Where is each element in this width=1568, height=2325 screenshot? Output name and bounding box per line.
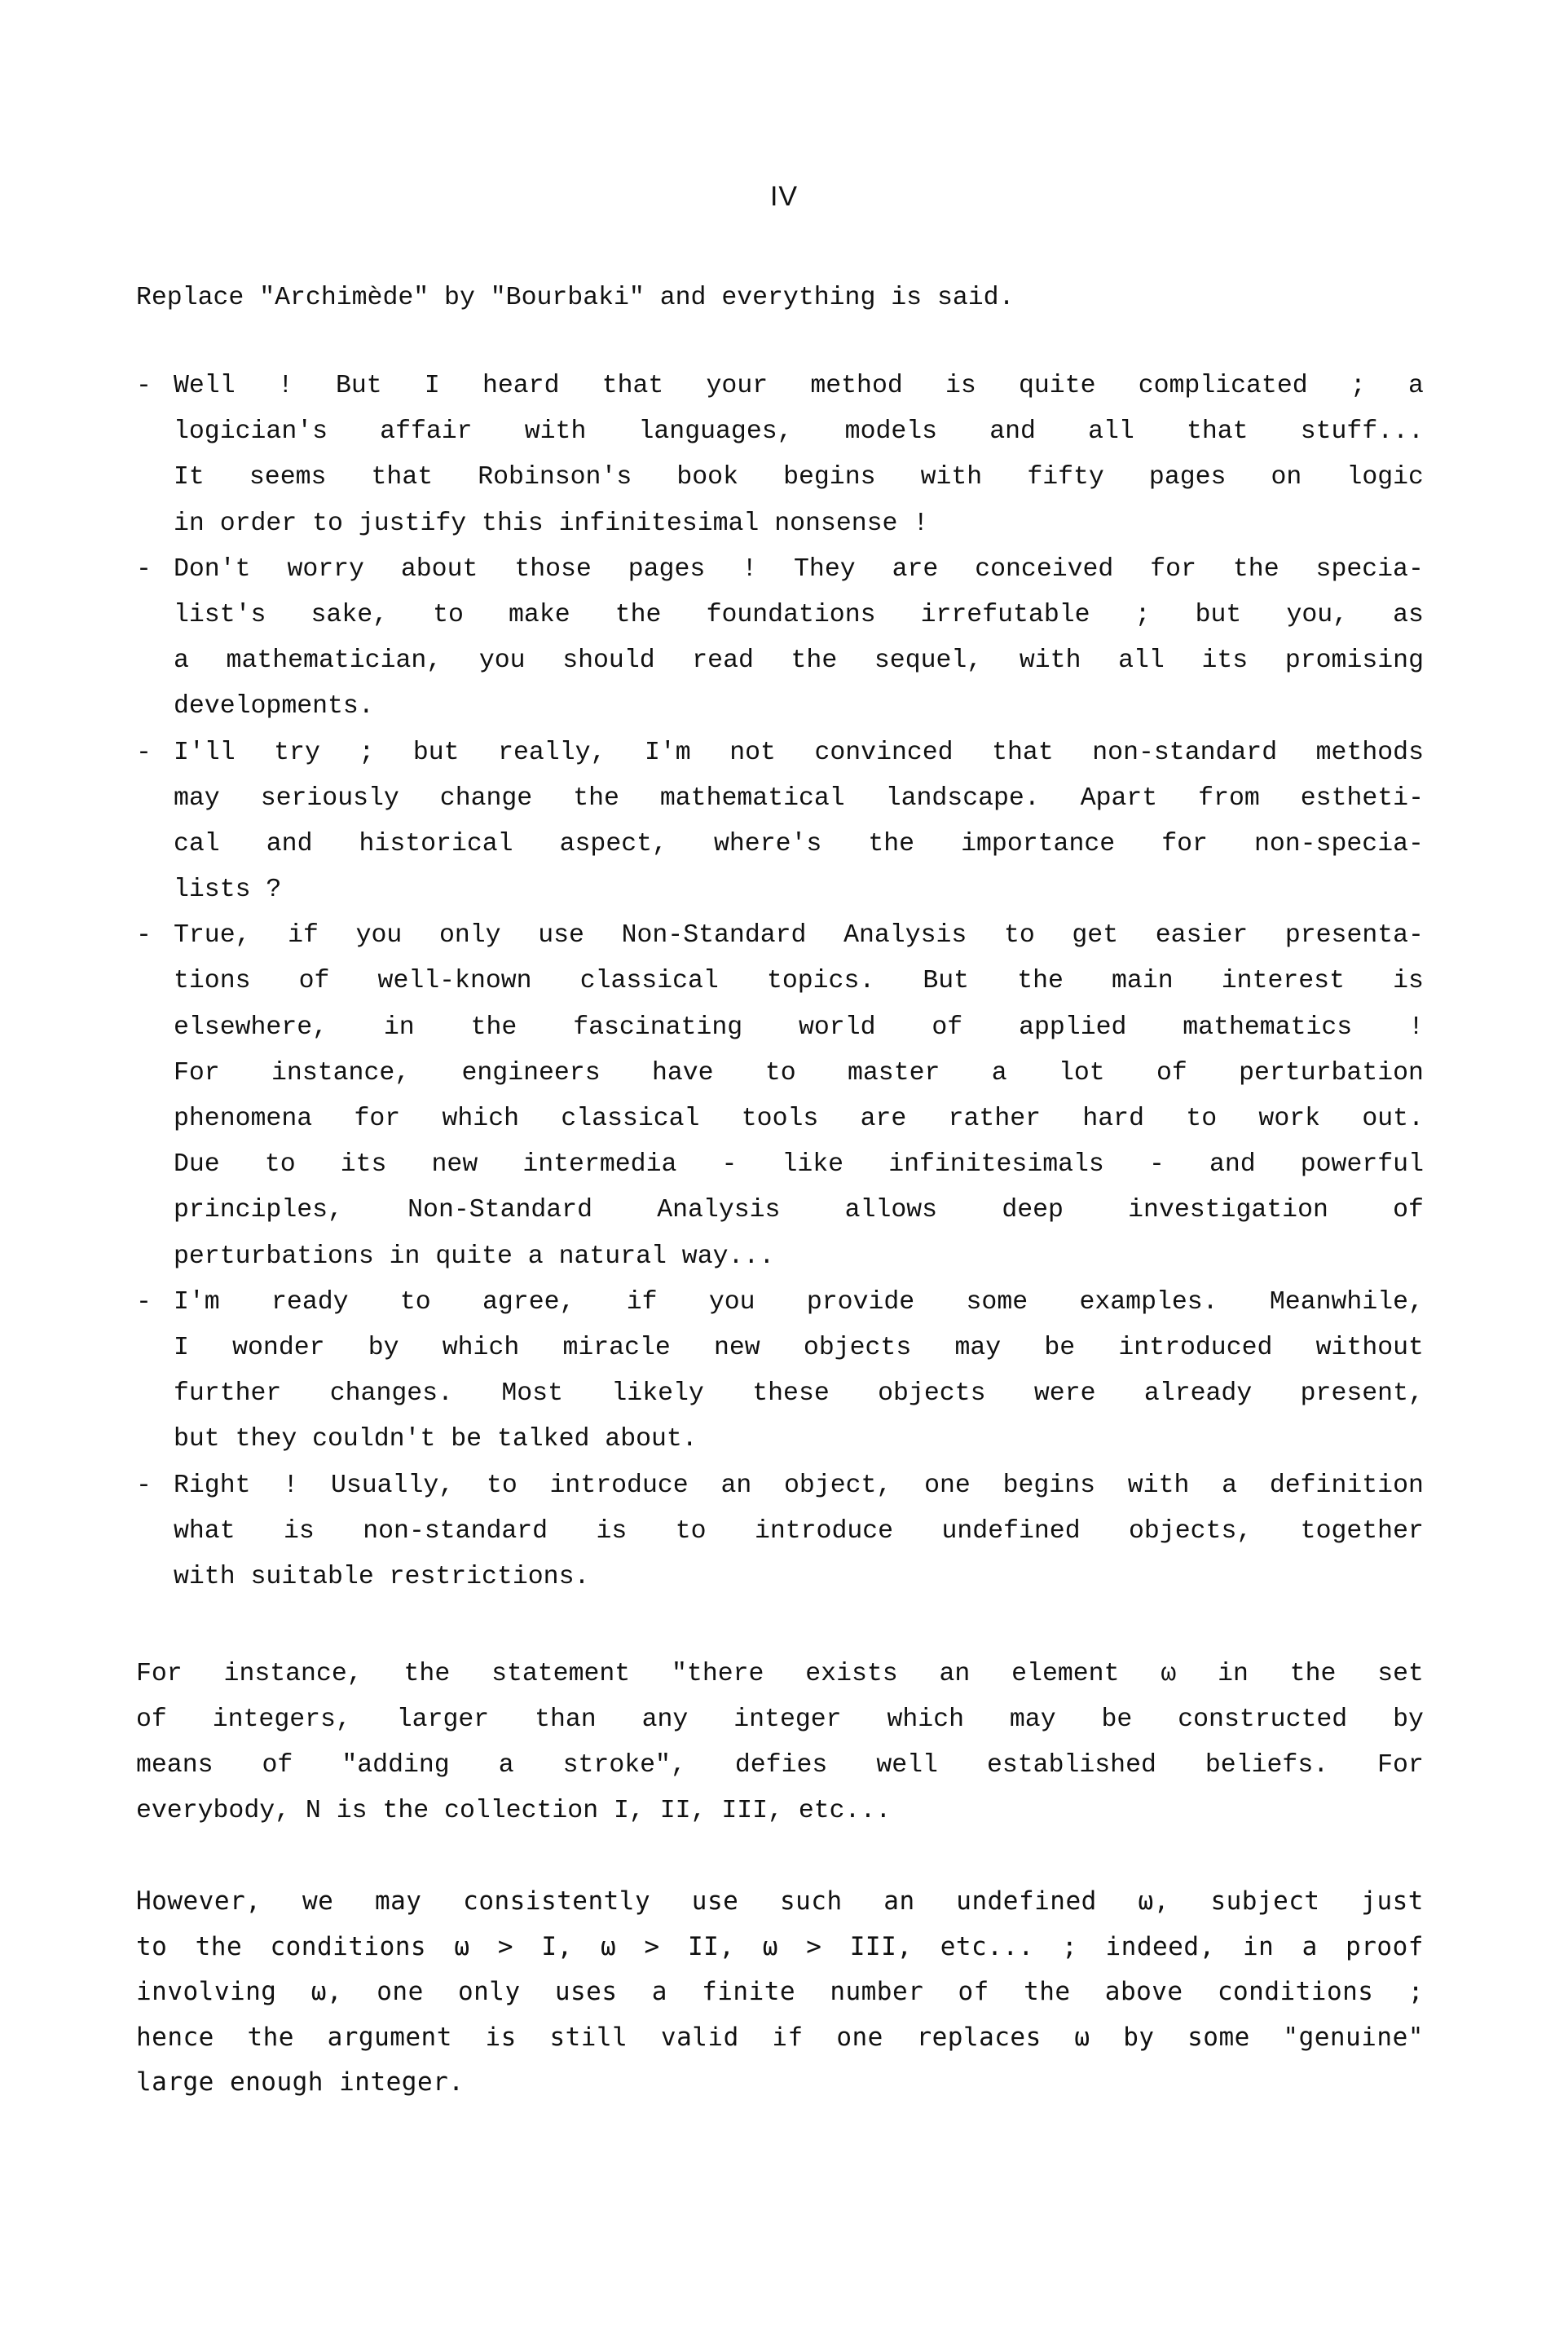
dialogue xyxy=(136,364,1424,1600)
text-line: may seriously change the mathematical landscape. Apart from estheti- xyxy=(174,783,1424,813)
text-line: everybody, N is the collection I, II, III, etc... xyxy=(136,1797,892,1825)
text-line: tions of well-known classical topics. But the main interest is xyxy=(174,967,1424,996)
text-line: logician's affair with languages, models and all that stuff... xyxy=(174,417,1424,447)
text-line: principles, Non-Standard Analysis allows deep investigation of xyxy=(174,1196,1424,1225)
text-line: I'll try ; but really, I'm not convinced that non-standard methods xyxy=(174,738,1424,767)
dialogue-item xyxy=(136,364,1424,547)
dash-marker: - xyxy=(136,738,152,767)
text-line: hence the argument is still valid if one replaces ω by some "genuine" xyxy=(136,2022,1424,2052)
text-line: For instance, engineers have to master a lot of perturbation xyxy=(174,1058,1424,1088)
text-line: I wonder by which miracle new objects may be introduced without xyxy=(174,1333,1424,1362)
page-number: IV xyxy=(769,181,799,212)
text-line: I'm ready to agree, if you provide some examples. Meanwhile, xyxy=(174,1287,1424,1317)
text-line: means of "adding a stroke", defies well established beliefs. For xyxy=(136,1751,1424,1780)
dash-marker: - xyxy=(136,554,152,584)
dialogue-item xyxy=(136,1280,1424,1463)
dash-marker: - xyxy=(136,921,152,951)
text-line: However, we may consistently use such an undefined ω, subject just xyxy=(136,1886,1424,1916)
text-line: with suitable restrictions. xyxy=(174,1562,590,1591)
text-line: further changes. Most likely these objects were already present, xyxy=(174,1379,1424,1409)
text-line: Right ! Usually, to introduce an object, one begins with a definition xyxy=(174,1471,1424,1500)
text-line: elsewhere, in the fascinating world of applied mathematics ! xyxy=(174,1012,1424,1042)
text-line: what is non-standard is to introduce undefined objects, together xyxy=(174,1516,1424,1546)
paragraph-omega xyxy=(136,1879,1424,2106)
text-line: For instance, the statement "there exists an element ω in the set xyxy=(136,1660,1424,1688)
dash-marker: - xyxy=(136,1471,152,1500)
dialogue-item xyxy=(136,913,1424,1280)
dash-marker: - xyxy=(136,372,152,400)
text-line: but they couldn't be talked about. xyxy=(174,1425,698,1454)
dialogue-item xyxy=(136,1463,1424,1601)
text-line: to the conditions ω > I, ω > II, ω > III, etc... ; indeed, in a proof xyxy=(136,1931,1424,1961)
dialogue-item xyxy=(136,547,1424,730)
intro-line: Replace "Archimède" by "Bourbaki" and everything is said. xyxy=(136,284,1015,312)
dash-marker: - xyxy=(136,1287,152,1317)
text-line: developments. xyxy=(174,692,374,721)
text-line: True, if you only use Non-Standard Analysis to get easier presenta- xyxy=(174,921,1424,951)
text-line: cal and historical aspect, where's the importance for non-specia- xyxy=(174,829,1424,858)
dialogue-item xyxy=(136,730,1424,914)
text-line: of integers, larger than any integer which may be constructed by xyxy=(136,1705,1424,1734)
text-line: Due to its new intermedia - like infinitesimals - and powerful xyxy=(174,1150,1424,1180)
text-line: in order to justify this infinitesimal nonsense ! xyxy=(174,509,929,538)
text-line: lists ? xyxy=(174,876,282,905)
intro-sentence xyxy=(136,276,1424,321)
text-line: Don't worry about those pages ! They are conceived for the specia- xyxy=(174,554,1424,584)
text-line: large enough integer. xyxy=(136,2067,465,2097)
text-line: list's sake, to make the foundations irrefutable ; but you, as xyxy=(174,600,1424,629)
text-line: phenomena for which classical tools are rather hard to work out. xyxy=(174,1105,1424,1133)
paragraph-integers xyxy=(136,1652,1424,1834)
text-line: It seems that Robinson's book begins with fifty pages on logic xyxy=(174,463,1424,492)
text-line: perturbations in quite a natural way... xyxy=(174,1242,775,1271)
text-line: involving ω, one only uses a finite number of the above conditions ; xyxy=(136,1977,1424,2006)
text-line: a mathematician, you should read the sequel, with all its promising xyxy=(174,646,1424,676)
text-line: Well ! But I heard that your method is quite complicated ; a xyxy=(174,372,1424,400)
